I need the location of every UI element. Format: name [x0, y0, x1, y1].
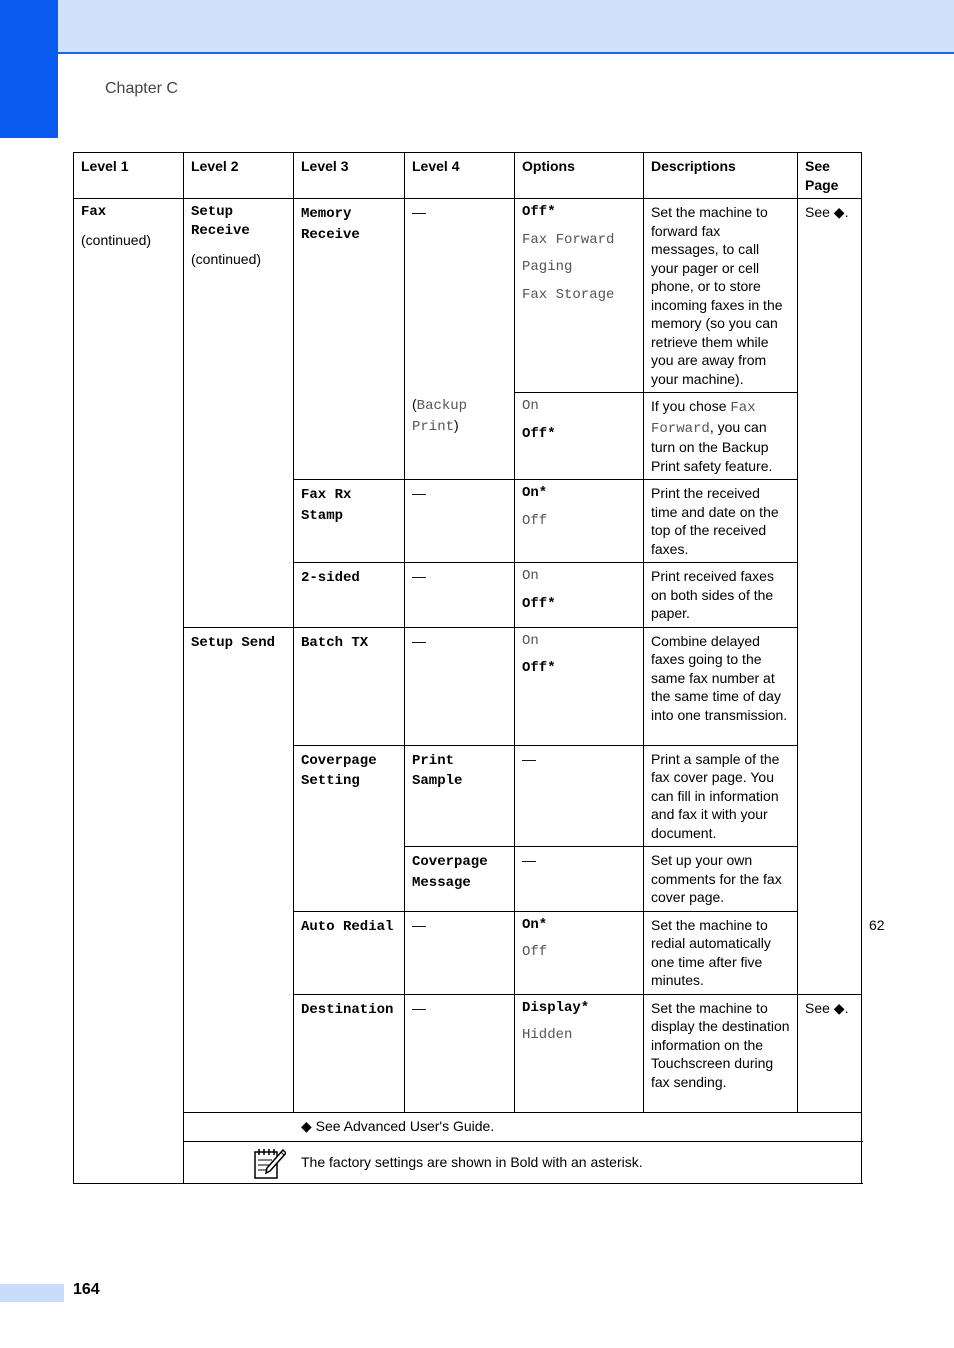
options-backup-print: [515, 393, 644, 480]
description-backup-print: If you chose Fax Forward, you can turn on the Backup Print safety feature.: [644, 393, 798, 480]
option-off-default: Off*: [522, 660, 556, 676]
level4-dash: —: [405, 627, 515, 745]
options-fax-rx-stamp: [515, 480, 644, 563]
option-off-default: Off*: [522, 425, 556, 442]
see-page-advanced: See ◆.: [798, 199, 862, 995]
level4-memory-receive-cell: [405, 199, 515, 480]
options-batch-tx: [515, 627, 644, 745]
chapter-label: Chapter C: [105, 80, 178, 97]
memo-pencil-icon: [252, 1146, 286, 1180]
page-number: 164: [73, 1281, 100, 1298]
options-2-sided: [515, 563, 644, 628]
option-on: On: [522, 632, 539, 649]
col-header-options: Options: [515, 153, 644, 199]
page-number-tab: [0, 1284, 64, 1302]
description-coverpage-message: Set up your own comments for the fax cover page.: [644, 847, 798, 912]
level3-auto-redial: Auto Redial: [294, 911, 405, 994]
chapter-side-block: [0, 0, 58, 138]
col-header-level3: Level 3: [294, 153, 405, 199]
options-coverpage-message: —: [515, 847, 644, 912]
option-off-default: Off*: [522, 204, 556, 220]
option-on: On: [522, 398, 539, 414]
option-off-default: Off*: [522, 595, 556, 612]
options-print-sample: —: [515, 745, 644, 847]
level1-note: (continued): [81, 231, 152, 248]
table-row: [74, 199, 862, 393]
option-off: Off: [522, 944, 548, 960]
description-batch-tx: Combine delayed faxes going to the same fax number at the same time of day into one transmission.: [644, 627, 798, 745]
description-memory-receive: Set the machine to forward fax messages, to call your pager or cell phone, or to store incoming faxes in the memory (so you can retrieve them while you are away from your machine).: [644, 199, 798, 393]
factory-note-row: [74, 1141, 862, 1183]
option-paging: Paging: [522, 259, 573, 275]
option-on-default: On*: [522, 916, 548, 933]
level1-name: Fax: [81, 204, 107, 220]
description-print-sample: Print a sample of the fax cover page. You can fill in information and fax it with your document.: [644, 745, 798, 847]
level2-setup-receive-note: (continued): [191, 251, 262, 267]
level2-setup-send-cell: [184, 627, 294, 1112]
level3-destination: Destination: [294, 994, 405, 1112]
description-2-sided: Print received faxes on both sides of the paper.: [644, 563, 798, 628]
level4-print-sample: Print Sample: [405, 745, 515, 847]
level4-backup-print: (Backup Print): [412, 396, 468, 435]
level1-cell: [74, 199, 184, 1184]
col-header-level4: Level 4: [405, 153, 515, 199]
option-hidden: Hidden: [522, 1027, 573, 1043]
options-destination: [515, 994, 644, 1112]
options-auto-redial: [515, 911, 644, 994]
option-display-default: Display*: [522, 999, 590, 1016]
level4-dash: —: [405, 480, 515, 563]
col-header-level2: Level 2: [184, 153, 294, 199]
level4-dash: —: [405, 994, 515, 1112]
see-page-destination: See ◆.: [798, 994, 862, 1112]
settings-table: [73, 152, 885, 1184]
legend-text: ◆ See Advanced User's Guide.: [301, 1117, 495, 1134]
table-row: [74, 627, 862, 745]
header-band: [58, 0, 954, 54]
col-header-level1: Level 1: [74, 153, 184, 199]
description-destination: Set the machine to display the destination information on the Touchscreen during fax sending.: [644, 994, 798, 1112]
option-off: Off: [522, 512, 548, 529]
legend-row: [74, 1112, 862, 1141]
option-on-default: On*: [522, 485, 548, 501]
level3-batch-tx: Batch TX: [294, 627, 405, 745]
description-fax-rx-stamp: Print the received time and date on the top of the received faxes.: [644, 480, 798, 563]
option-fax-storage: Fax Storage: [522, 286, 615, 303]
option-on: On: [522, 568, 539, 584]
table-row: Auto Redial — On* Off Set the machine to redial automatically one time after five minutes. 62: [74, 911, 862, 994]
level2-setup-send: Setup Send: [191, 634, 276, 651]
level3-coverpage-setting: Coverpage Setting: [294, 745, 405, 911]
level4-dash: —: [412, 204, 426, 220]
options-memory-receive: [515, 199, 644, 393]
level2-setup-receive: Setup Receive: [191, 204, 250, 239]
level3-memory-receive: Memory Receive: [301, 206, 360, 243]
level4-dash: —: [405, 911, 515, 994]
description-auto-redial: Set the machine to redial automatically one time after five minutes.: [644, 911, 798, 994]
col-header-see-page: See Page: [798, 153, 862, 199]
table-header-row: [74, 153, 862, 199]
col-header-descriptions: Descriptions: [644, 153, 798, 199]
factory-settings-note: The factory settings are shown in Bold with an asterisk.: [301, 1153, 643, 1170]
level4-coverpage-message: Coverpage Message: [405, 847, 515, 912]
level2-setup-receive-cell: [184, 199, 294, 628]
level3-2-sided: 2-sided: [294, 563, 405, 628]
level3-fax-rx-stamp: Fax Rx Stamp: [294, 480, 405, 563]
level4-dash: —: [405, 563, 515, 628]
option-fax-forward: Fax Forward: [522, 231, 615, 248]
level3-memory-receive-cell: [294, 199, 405, 480]
